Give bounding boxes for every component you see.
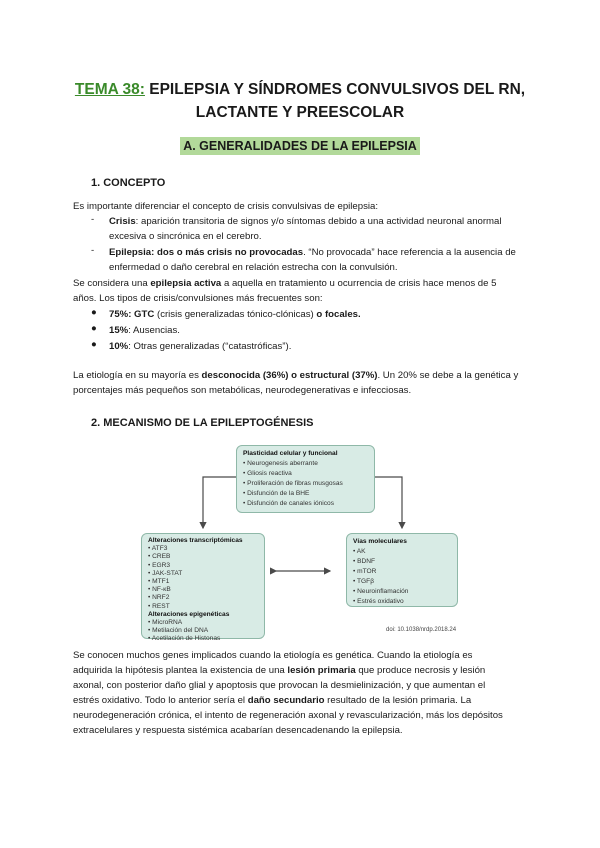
- bullet-item: 15%: Ausencias.: [109, 325, 180, 336]
- transcriptomic-item: • NF-κB: [148, 586, 171, 594]
- intro-paragraph: Es importante diferenciar el concepto de crisis convulsivas de epilepsia:: [73, 201, 379, 212]
- active-epilepsy-paragraph: Se considera una epilepsia activa a aquella en tratamiento u ocurrencia de crisis hace menos de 5 años. Los tipos de crisis/convulsiones más frecuentes son:: [73, 278, 497, 304]
- concepto-heading: 1. CONCEPTO: [91, 177, 166, 189]
- transcriptomic-header: Alteraciones transcriptómicas: [148, 537, 243, 544]
- transcriptomic-item: • NRF2: [148, 594, 170, 602]
- diagram-doi: doi: 10.1038/nrdp.2018.24: [386, 627, 457, 633]
- epigenetic-item: • Metilación del DNA: [148, 627, 209, 635]
- etiology-paragraph: La etiología en su mayoría es desconocida (36%) o estructural (37%). Un 20% se debe a la genética y porcentajes más pequeños son metabólicas, neurodegenerativas e infecciosas.: [73, 370, 519, 396]
- title-line1: EPILEPSIA Y SÍNDROMES CONVULSIVOS DEL RN,: [144, 81, 526, 98]
- molecular-item: • Estrés oxidativo: [353, 598, 404, 605]
- transcriptomic-item: • EGR3: [148, 561, 171, 569]
- plasticity-item: • Proliferación de fibras musgosas: [243, 480, 343, 487]
- transcriptomic-item: • REST: [148, 602, 170, 610]
- plasticity-box: [236, 445, 375, 513]
- molecular-header: Vías moleculares: [353, 538, 407, 545]
- transcriptomic-item: • CREB: [148, 553, 171, 561]
- transcriptomic-item: • ATF3: [148, 545, 168, 553]
- transcriptomic-item: • JAK-STAT: [148, 569, 183, 577]
- mecanismo-heading: 2. MECANISMO DE LA EPILEPTOGÉNESIS: [91, 417, 314, 429]
- dash-marker: -: [91, 214, 95, 225]
- molecular-box: [346, 533, 458, 607]
- epigenetic-item: • Acetilación de Histonas: [148, 635, 221, 643]
- plasticity-item: • Disfunción de la BHE: [243, 490, 310, 497]
- definition-epilepsia: Epilepsia: dos o más crisis no provocadas. “No provocada” hace referencia a la ausencia de enfermedad o daño cerebral en relación estrecha con la convulsión.: [109, 247, 516, 273]
- molecular-item: • TGFβ: [353, 578, 374, 585]
- title-line2: LACTANTE Y PREESCOLAR: [195, 104, 405, 121]
- molecular-item: • Neuroinflamación: [353, 588, 409, 595]
- plasticity-item: • Gliosis reactiva: [243, 470, 292, 477]
- section-a-heading: A. GENERALIDADES DE LA EPILEPSIA: [0, 137, 600, 155]
- dash-marker: -: [91, 245, 95, 256]
- epigenetic-item: • MicroRNA: [148, 619, 183, 627]
- plasticity-item: • Neurogenesis aberrante: [243, 460, 318, 467]
- molecular-item: • AK: [353, 548, 366, 555]
- molecular-item: • BDNF: [353, 558, 376, 565]
- plasticity-item: • Disfunción de canales iónicos: [243, 500, 335, 507]
- epigenetic-header: Alteraciones epigenéticas: [148, 610, 230, 618]
- bullet-icon: ●: [91, 307, 97, 318]
- molecular-item: • mTOR: [353, 568, 377, 575]
- final-paragraph: Se conocen muchos genes implicados cuando la etiología es genética. Cuando la etiología es adquirida la hipótesis plantea la existencia de una lesión primaria que produce necrosis y lesión axonal, con posterior daño glial y apoptosis que provocan la desmielinización, y que aumentan el estrés oxidativo. Todo lo anterior sería el daño secundario resultado de la lesión primaria. La neurodegeneración crónica, el intento de regeneración axonal y revascularización, más los depósitos extracelulares y respuesta sistémica acabarían desencadenando la epilepsia.: [73, 650, 503, 736]
- plasticity-header: Plasticidad celular y funcional: [243, 450, 338, 457]
- definition-crisis: Crisis: aparición transitoria de signos y/o síntomas debido a una actividad neuronal anormal excesiva o sincrónica en el cerebro.: [109, 216, 502, 242]
- tema-label: TEMA 38:: [74, 81, 145, 98]
- bullet-icon: ●: [91, 339, 97, 350]
- bullet-item: 75%: GTC (crisis generalizadas tónico-clónicas) o focales.: [109, 309, 361, 320]
- bullet-item: 10%: Otras generalizadas (“catastróficas”).: [109, 341, 292, 352]
- bullet-icon: ●: [91, 323, 97, 334]
- transcriptomic-item: • MTF1: [148, 578, 170, 586]
- transcriptomic-box: [141, 533, 265, 643]
